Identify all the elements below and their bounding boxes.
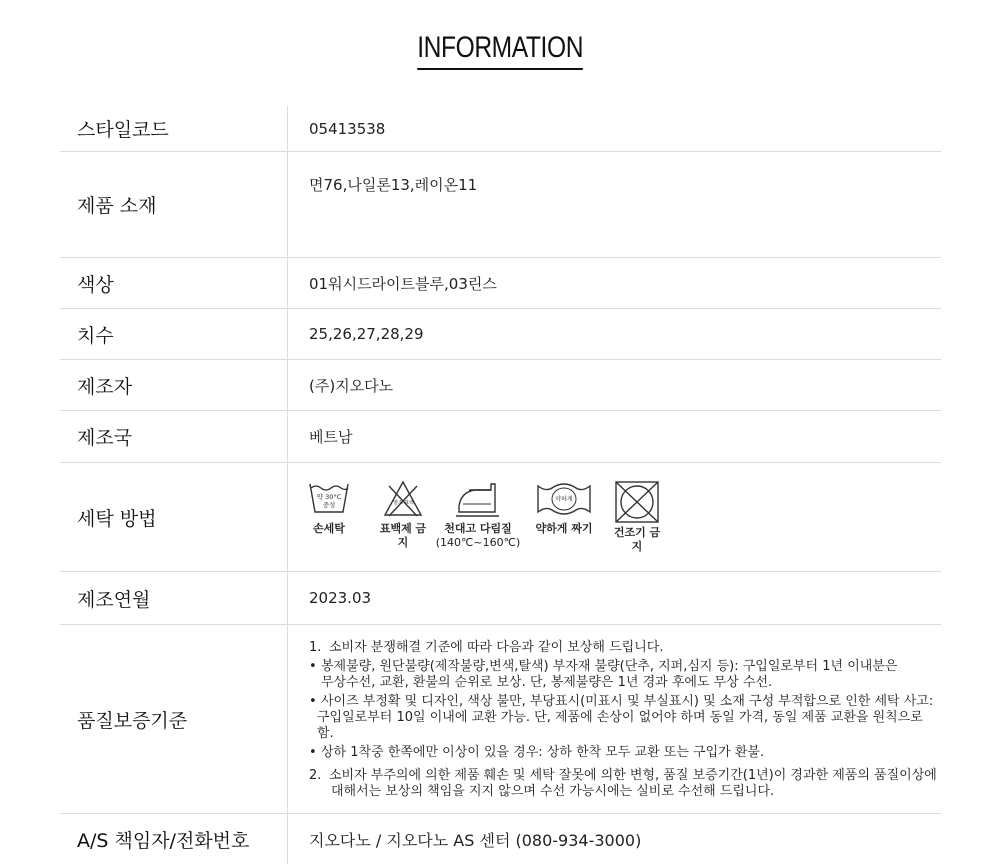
- warranty-text: [309, 638, 940, 800]
- label-date: 제조연월: [60, 572, 288, 625]
- bullet-mark: •: [309, 659, 321, 691]
- warranty-item-1-number: 1.: [309, 640, 329, 656]
- iron-caption: 천대고 다림질: [444, 522, 512, 536]
- value-size: 25,26,27,28,29: [288, 309, 942, 360]
- iron-cloth-icon: [455, 480, 501, 518]
- warranty-bullet-2-body: [321, 694, 940, 742]
- label-maker: 제조자: [60, 360, 288, 411]
- warranty-item-2-body: [329, 768, 937, 800]
- iron-temp-range: (140℃~160℃): [436, 536, 521, 550]
- bullet-mark: •: [309, 694, 321, 742]
- label-color: 색상: [60, 258, 288, 309]
- wring-gentle-text: 약하게: [555, 495, 573, 503]
- row-as: [60, 814, 941, 864]
- warranty-bullet-2: [309, 694, 940, 742]
- wash-item-wring: [533, 480, 595, 536]
- row-maker: [60, 360, 941, 411]
- wash-item-hand-wash: [309, 480, 349, 536]
- bullet-mark: •: [309, 745, 321, 761]
- no-bleach-caption: 표백제 금지: [375, 522, 431, 550]
- label-size: 치수: [60, 309, 288, 360]
- hand-wash-caption: 손세탁: [313, 522, 345, 536]
- value-color: 01워시드라이트블루,03린스: [288, 258, 942, 309]
- label-warranty: 품질보증기준: [60, 625, 288, 814]
- label-style-code: 스타일코드: [60, 106, 288, 152]
- warranty-item-2-number: 2.: [309, 768, 329, 800]
- hand-wash-icon: [308, 480, 350, 518]
- row-warranty: [60, 625, 941, 814]
- row-date: [60, 572, 941, 625]
- row-style-code: [60, 106, 941, 152]
- row-material: [60, 152, 941, 258]
- gentle-wring-icon: [534, 480, 594, 518]
- product-info-table: [60, 106, 941, 864]
- warranty-bullet-2-line-1: 사이즈 부정확 및 디자인, 색상 불만, 부당표시(미표시 및 부실표시) 및 소재 구성 부적합으로 인한 세탁 사고:: [321, 694, 940, 710]
- warranty-item-2-line-2: 대해서는 보상의 책임을 지지 않으며 수선 가능시에는 실비로 수선해 드립니다.: [329, 784, 937, 800]
- label-as: A/S 책임자/전화번호: [60, 814, 288, 864]
- value-warranty: [288, 625, 942, 814]
- warranty-bullet-3: [309, 745, 940, 761]
- warranty-bullet-1: [309, 659, 940, 691]
- warranty-item-2-line-1: 소비자 부주의에 의한 제품 훼손 및 세탁 잘못에 의한 변형, 품질 보증기간(1년)이 경과한 제품의 품질이상에: [329, 768, 937, 784]
- warranty-bullet-2-line-2: 구입일로부터 10일 이내에 교환 가능. 단, 제품에 손상이 없어야 하며 동일 가격, 동일 제품 교환을 원칙으로 함.: [317, 710, 940, 742]
- warranty-bullet-1-line-1: 봉제불량, 원단불량(제작불량,변색,탈색) 부자재 불량(단추, 지퍼,심지 등): 구입일로부터 1년 이내분은: [321, 659, 897, 675]
- row-wash: [60, 463, 941, 572]
- no-dryer-caption: 건조기 금지: [609, 526, 665, 554]
- warranty-bullet-1-line-2: 무상수선, 교환, 환불의 순위로 보상. 단, 봉제불량은 1년 경과 후에도 무상 수선.: [321, 675, 897, 691]
- label-country: 제조국: [60, 411, 288, 463]
- value-as: 지오다노 / 지오다노 AS 센터 (080-934-3000): [288, 814, 942, 864]
- no-bleach-icon: [383, 480, 423, 518]
- row-color: [60, 258, 941, 309]
- hand-wash-neutral-text: 중성: [323, 500, 336, 509]
- value-maker: (주)지오다노: [288, 360, 942, 411]
- value-country: 베트남: [288, 411, 942, 463]
- warranty-item-1-text: 소비자 분쟁해결 기준에 따라 다음과 같이 보상해 드립니다.: [329, 640, 663, 656]
- row-country: [60, 411, 941, 463]
- wash-item-no-bleach: [375, 480, 431, 550]
- value-style-code: 05413538: [288, 106, 942, 152]
- no-bleach-text-2: 표백: [404, 499, 414, 506]
- no-bleach-text-1: 염소: [393, 499, 403, 506]
- page-title: INFORMATION: [417, 30, 583, 70]
- hand-wash-temp-text: 약 30°C: [317, 492, 342, 501]
- label-wash: 세탁 방법: [60, 463, 288, 572]
- warranty-item-2: [309, 768, 940, 800]
- wash-item-no-dryer: [609, 480, 665, 554]
- value-wash: [288, 463, 942, 572]
- warranty-bullet-3-text: 상하 1착중 한쪽에만 이상이 있을 경우: 상하 한착 모두 교환 또는 구입가 환불.: [321, 745, 764, 761]
- value-material: 면76,나일론13,레이온11: [288, 152, 942, 258]
- row-size: [60, 309, 941, 360]
- title-area: [0, 30, 1000, 70]
- no-tumble-dry-icon: [614, 480, 660, 524]
- label-material: 제품 소재: [60, 152, 288, 258]
- wash-icons: [309, 480, 940, 554]
- wash-item-iron: [439, 480, 517, 550]
- value-date: 2023.03: [288, 572, 942, 625]
- warranty-item-1: [309, 640, 940, 656]
- wring-caption: 약하게 짜기: [536, 522, 593, 536]
- warranty-bullet-1-body: [321, 659, 897, 691]
